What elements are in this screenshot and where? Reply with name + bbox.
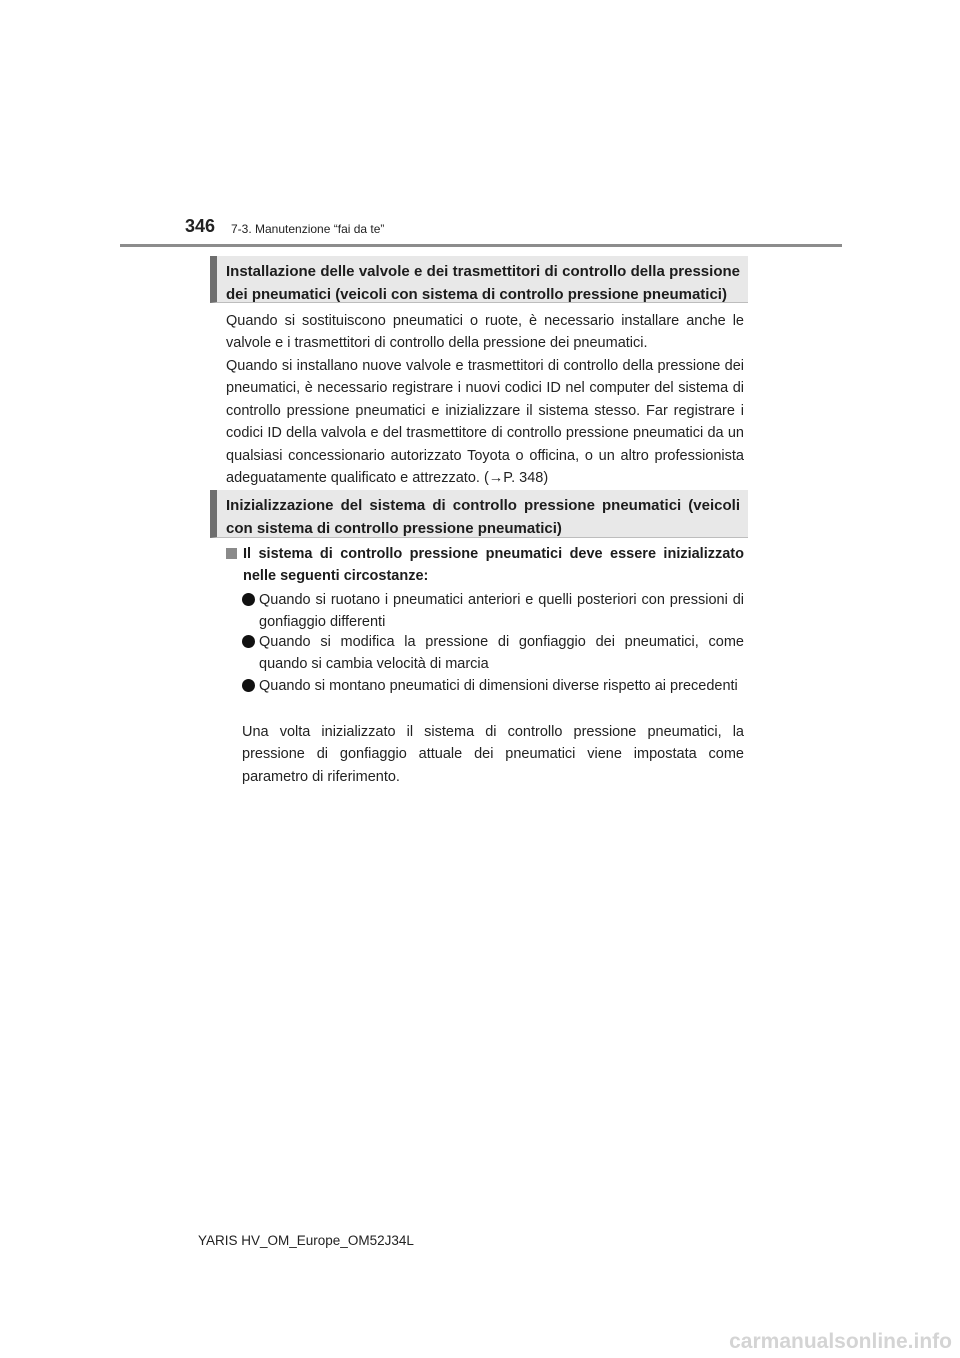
section-heading-inizializzazione: Inizializzazione del sistema di controllo pressione pneumatici (veicoli con sistema di controllo pressione pneumatici)	[210, 490, 748, 538]
sub-heading-text: Il sistema di controllo pressione pneumatici deve essere inizializzato nelle seguenti circostanze:	[243, 546, 744, 585]
square-bullet-icon	[226, 548, 237, 559]
list-item	[242, 675, 744, 697]
list-item-text: Quando si montano pneumatici di dimensioni diverse rispetto ai precedenti	[259, 678, 738, 694]
paragraph-registrazione-codici: Quando si installano nuove valvole e trasmettitori di controllo della pressione dei pneumatici, è necessario registrare i nuovi codici ID nel computer del sistema di controllo pressione pneumatici e inizializzare il sistema stesso. Far registrare i codici ID della valvola e del trasmettitore di controllo pressione pneumatici da un qualsiasi concessionario autorizzato Toyota o officina, o un altro professionista adeguatamente qualificato e attrezzato. (→P. 348)	[226, 358, 744, 487]
footer-document-code: YARIS HV_OM_Europe_OM52J34L	[198, 1233, 414, 1248]
page-number: 346	[185, 216, 216, 236]
bullet-dot-icon	[242, 679, 255, 692]
header-rule	[120, 244, 842, 247]
section-heading-installazione: Installazione delle valvole e dei trasmettitori di controllo della pressione dei pneumatici (veicoli con sistema di controllo pressione pneumatici)	[210, 256, 748, 303]
list-item-text: Quando si ruotano i pneumatici anteriori e quelli posteriori con pressioni di gonfiaggio differenti	[259, 592, 744, 631]
section-reference: 7-3. Manutenzione “fai da te”	[231, 222, 385, 236]
list-item	[242, 589, 744, 634]
list-item-text: Quando si modifica la pressione di gonfiaggio dei pneumatici, come quando si cambia velocità di marcia	[259, 634, 744, 673]
sub-heading-circostanze	[226, 543, 744, 588]
bullet-dot-icon	[242, 635, 255, 648]
paragraph-sostituzione: Quando si sostituiscono pneumatici o ruote, è necessario installare anche le valvole e i trasmettitori di controllo della pressione dei pneumatici.	[226, 313, 744, 352]
watermark: carmanualsonline.info	[729, 1330, 952, 1353]
list-item	[242, 631, 744, 676]
paragraph-parametro-riferimento: Una volta inizializzato il sistema di controllo pressione pneumatici, la pressione di gonfiaggio attuale dei pneumatici viene impostata come parametro di riferimento.	[242, 724, 744, 785]
bullet-dot-icon	[242, 593, 255, 606]
